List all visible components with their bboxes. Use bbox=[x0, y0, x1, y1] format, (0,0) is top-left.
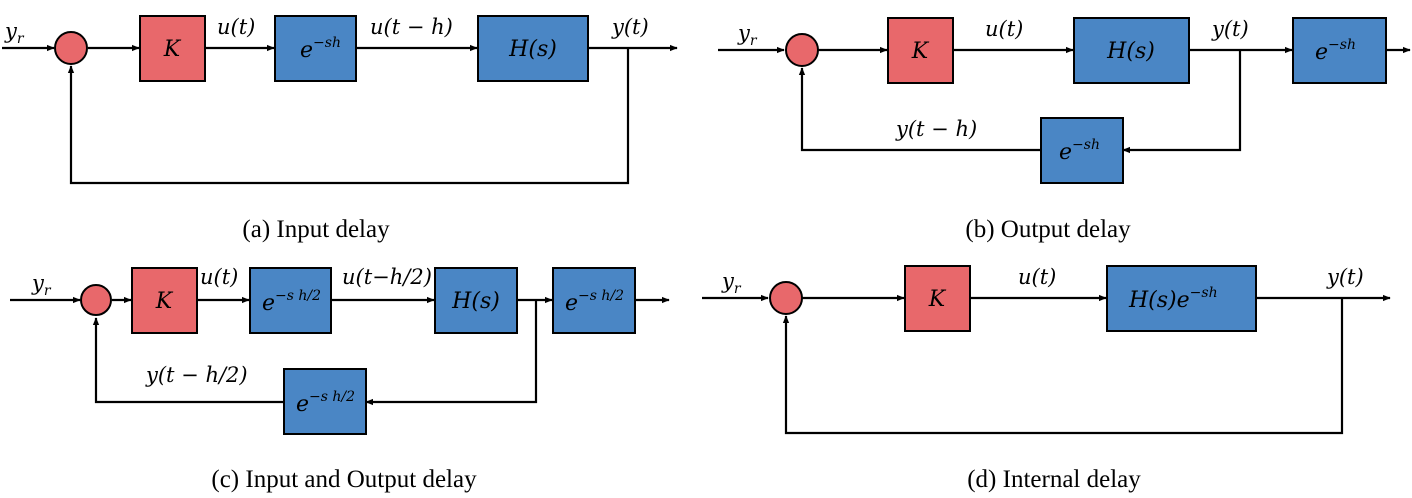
panel-c-caption: (c) Input and Output delay bbox=[211, 466, 477, 493]
panel-a-ref-label: $y_r$ bbox=[5, 19, 24, 47]
panel-a-caption: (a) Input delay bbox=[242, 216, 390, 243]
panel-d-controller-label: K bbox=[928, 287, 946, 312]
panel-c-plant-label: H(s) bbox=[452, 289, 500, 314]
panel-d-ref-label: $y_r$ bbox=[722, 269, 741, 297]
panel-c-output-delay-label: $e^{-s h/2}$ bbox=[565, 288, 625, 316]
panel-b-output-delay-label: $e^{-sh}$ bbox=[1315, 37, 1356, 65]
panel-a-controller-label: K bbox=[163, 37, 181, 62]
panel-c-u-delayed-label: u(t−h/2) bbox=[342, 265, 432, 289]
panel-c-input-output-delay bbox=[10, 265, 669, 493]
panel-d-caption: (d) Internal delay bbox=[967, 466, 1141, 493]
panel-a-summing-junction bbox=[55, 32, 87, 64]
panel-c-feedback-delay-label: $e^{-s h/2}$ bbox=[296, 389, 356, 417]
panel-b-plant-label: H(s) bbox=[1107, 39, 1155, 64]
panel-a-y-label: y(t) bbox=[612, 15, 649, 39]
panel-d-plant-label: $H(s)e^{-sh}$ bbox=[1129, 285, 1218, 313]
panel-a-u-delayed-label: u(t − h) bbox=[370, 15, 453, 39]
panel-a-input-delay bbox=[2, 15, 677, 243]
panel-b-caption: (b) Output delay bbox=[965, 216, 1131, 243]
panel-b-feedback-delay-label: $e^{-sh}$ bbox=[1059, 137, 1100, 165]
panel-b-output-delay bbox=[718, 17, 1410, 243]
panel-b-y-label: y(t) bbox=[1212, 17, 1249, 41]
panel-a-delay-label: $e^{-sh}$ bbox=[300, 35, 341, 63]
panel-c-input-delay-label: $e^{-s h/2}$ bbox=[262, 288, 322, 316]
panel-b-controller-label: K bbox=[911, 39, 929, 64]
panel-c-y-delayed-label: y(t − h/2) bbox=[146, 363, 248, 387]
panel-d-y-label: y(t) bbox=[1327, 265, 1364, 289]
panel-b-y-delayed-label: y(t − h) bbox=[896, 117, 978, 141]
panel-d-feedback-wire bbox=[786, 298, 1342, 433]
panel-c-u-label: u(t) bbox=[200, 265, 239, 289]
panel-b-summing-junction bbox=[786, 34, 818, 66]
panel-d-internal-delay bbox=[702, 265, 1390, 493]
panel-b-ref-label: $y_r$ bbox=[738, 21, 757, 49]
panel-c-controller-label: K bbox=[155, 289, 173, 314]
panel-c-summing-junction bbox=[81, 285, 111, 315]
panel-a-u-label: u(t) bbox=[217, 15, 256, 39]
panel-a-plant-label: H(s) bbox=[509, 37, 557, 62]
panel-c-ref-label: $y_r$ bbox=[32, 271, 51, 299]
panel-b-u-label: u(t) bbox=[985, 17, 1024, 41]
panel-d-u-label: u(t) bbox=[1018, 265, 1057, 289]
panel-d-summing-junction bbox=[770, 282, 802, 314]
